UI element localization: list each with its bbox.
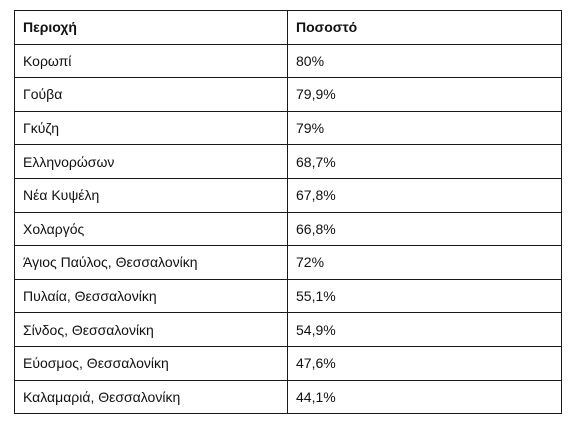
area-cell: Εύοσμος, Θεσσαλονίκη [15, 346, 288, 380]
percentage-cell: 79,9% [288, 78, 562, 112]
table-row [15, 145, 562, 179]
percentage-cell: 72% [288, 246, 562, 280]
table-header-row [15, 11, 562, 45]
table-row [15, 78, 562, 112]
percentage-cell: 54,9% [288, 313, 562, 347]
table-row [15, 380, 562, 414]
table-row [15, 346, 562, 380]
percentage-cell: 80% [288, 44, 562, 78]
area-cell: Χολαργός [15, 212, 288, 246]
area-cell: Σίνδος, Θεσσαλονίκη [15, 313, 288, 347]
area-cell: Γκύζη [15, 111, 288, 145]
column-header-percentage: Ποσοστό [288, 11, 562, 45]
table-row [15, 178, 562, 212]
area-percentage-table [14, 10, 562, 414]
percentage-cell: 68,7% [288, 145, 562, 179]
percentage-cell: 55,1% [288, 279, 562, 313]
percentage-cell: 44,1% [288, 380, 562, 414]
table-row [15, 111, 562, 145]
table-row [15, 246, 562, 280]
area-cell: Κορωπί [15, 44, 288, 78]
percentage-cell: 66,8% [288, 212, 562, 246]
percentage-cell: 47,6% [288, 346, 562, 380]
area-cell: Άγιος Παύλος, Θεσσαλονίκη [15, 246, 288, 280]
table-row [15, 313, 562, 347]
table-row [15, 44, 562, 78]
percentage-cell: 79% [288, 111, 562, 145]
area-cell: Γούβα [15, 78, 288, 112]
area-cell: Ελληνορώσων [15, 145, 288, 179]
area-cell: Καλαμαριά, Θεσσαλονίκη [15, 380, 288, 414]
percentage-cell: 67,8% [288, 178, 562, 212]
column-header-area: Περιοχή [15, 11, 288, 45]
table-row [15, 279, 562, 313]
area-cell: Πυλαία, Θεσσαλονίκη [15, 279, 288, 313]
area-cell: Νέα Κυψέλη [15, 178, 288, 212]
table-row [15, 212, 562, 246]
